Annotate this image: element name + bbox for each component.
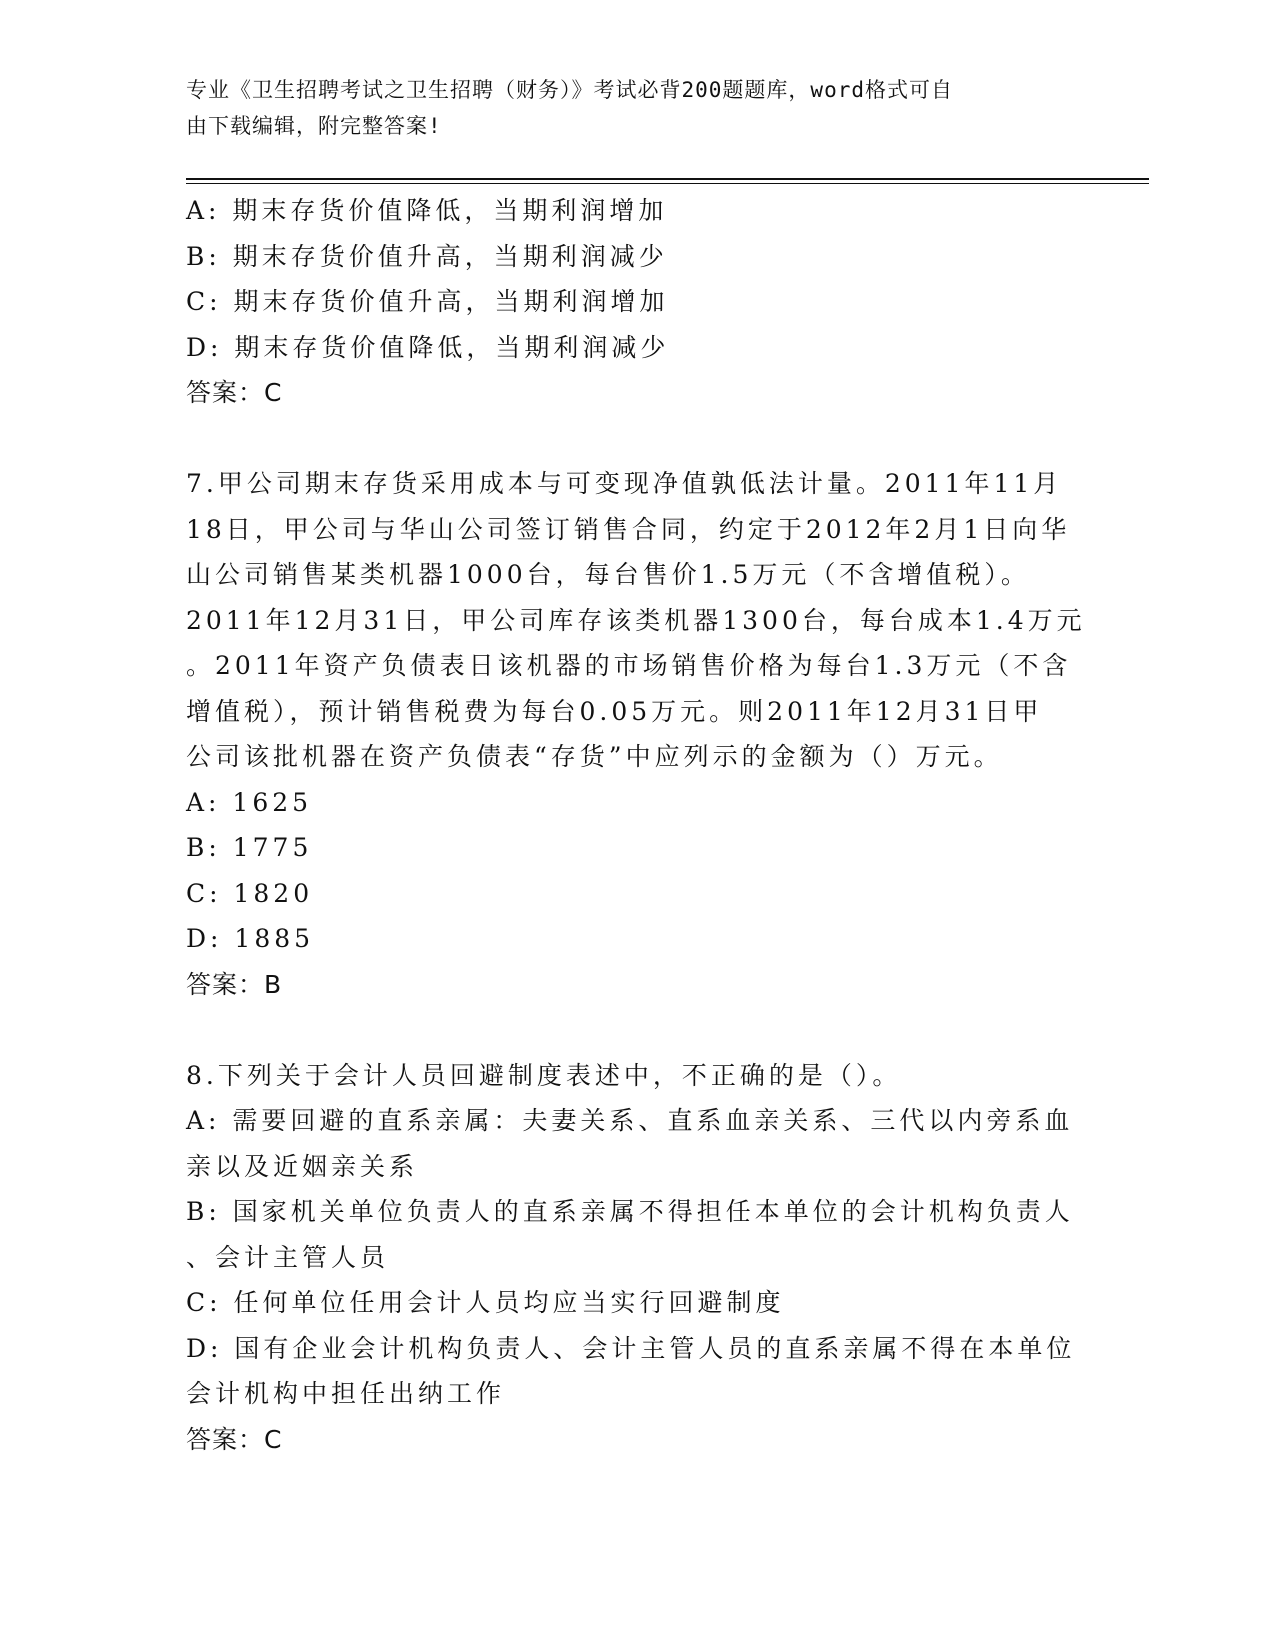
question-7-line-6: 增值税），预计销售税费为每台0.05万元。则2011年12月31日甲 bbox=[186, 696, 1043, 726]
option-d: D: 期末存货价值降低，当期利润减少 bbox=[186, 332, 670, 362]
question-8-stem: 8.下列关于会计人员回避制度表述中，不正确的是（）。 bbox=[186, 1060, 902, 1090]
option-b-line-1: B: 国家机关单位负责人的直系亲属不得担任本单位的会计机构负责人 bbox=[186, 1197, 1074, 1226]
option-b: B: 1775 bbox=[186, 833, 313, 862]
question-7-line-3: 山公司销售某类机器1000台，每台售价1.5万元（不含增值税）。 bbox=[186, 560, 1030, 589]
spacer bbox=[186, 416, 1086, 462]
option-c: C: 1820 bbox=[186, 878, 314, 908]
question-content bbox=[186, 188, 1086, 1462]
spacer bbox=[186, 1007, 1086, 1053]
option-a-line-1: A: 需要回避的直系亲属：夫妻关系、直系血亲关系、三代以内旁系血 bbox=[186, 1106, 1074, 1135]
question-6-options bbox=[186, 188, 1086, 370]
option-a: A: 期末存货价值降低，当期利润增加 bbox=[186, 196, 668, 225]
question-7-line-5: 。2011年资产负债表日该机器的市场销售价格为每台1.3万元（不含 bbox=[186, 651, 1072, 680]
header-divider-thin bbox=[186, 183, 1149, 184]
header-divider-thick bbox=[186, 178, 1149, 180]
option-c: C: 期末存货价值升高，当期利润增加 bbox=[186, 287, 669, 316]
option-a: A: 1625 bbox=[186, 787, 313, 817]
header-line-1: 专业《卫生招聘考试之卫生招聘（财务）》考试必背200题题库，word格式可自 bbox=[186, 78, 953, 102]
question-7-options bbox=[186, 780, 1086, 962]
question-8-options bbox=[186, 1098, 1086, 1417]
option-b: B: 期末存货价值升高，当期利润减少 bbox=[186, 241, 668, 271]
option-d-line-1: D: 国有企业会计机构负责人、会计主管人员的直系亲属不得在本单位 bbox=[186, 1333, 1076, 1363]
question-7-stem bbox=[186, 461, 1086, 780]
question-7-answer: 答案：B bbox=[186, 969, 283, 999]
question-7-line-2: 18日，甲公司与华山公司签订销售合同，约定于2012年2月1日向华 bbox=[186, 514, 1071, 544]
question-7-line-7: 公司该批机器在资产负债表“存货”中应列示的金额为（）万元。 bbox=[186, 742, 1003, 771]
question-8-answer: 答案：C bbox=[186, 1424, 283, 1454]
option-a-line-2: 亲以及近姻亲关系 bbox=[186, 1151, 419, 1181]
option-c: C: 任何单位任用会计人员均应当实行回避制度 bbox=[186, 1288, 785, 1317]
option-b-line-2: 、会计主管人员 bbox=[186, 1242, 390, 1272]
question-7-line-4: 2011年12月31日，甲公司库存该类机器1300台，每台成本1.4万元 bbox=[186, 605, 1086, 635]
option-d: D: 1885 bbox=[186, 924, 315, 953]
header-line-2: 由下载编辑，附完整答案! bbox=[186, 114, 442, 138]
question-6-answer: 答案：C bbox=[186, 378, 283, 407]
question-7-line-1: 7.甲公司期末存货采用成本与可变现净值孰低法计量。2011年11月 bbox=[186, 469, 1063, 498]
option-d-line-2: 会计机构中担任出纳工作 bbox=[186, 1379, 506, 1408]
document-header bbox=[186, 72, 1066, 144]
